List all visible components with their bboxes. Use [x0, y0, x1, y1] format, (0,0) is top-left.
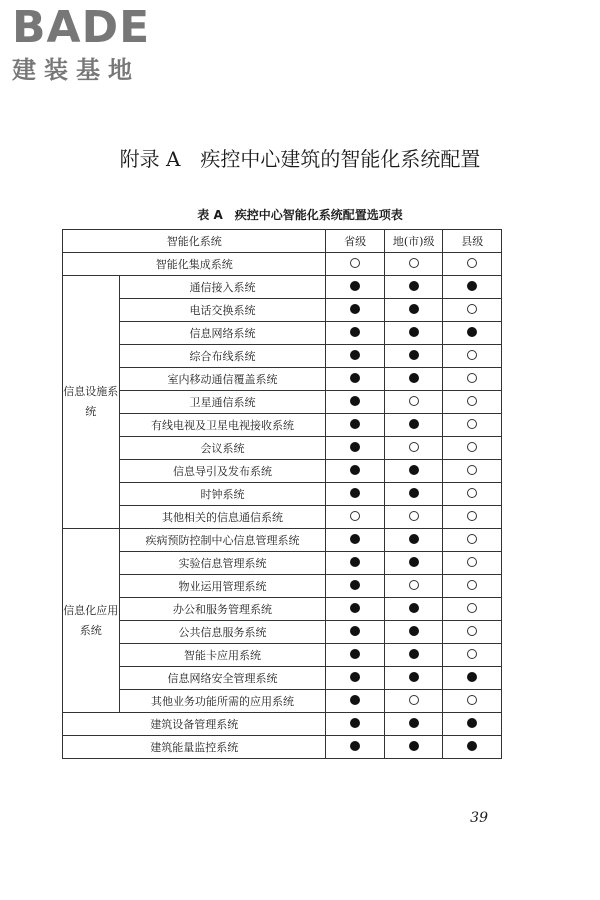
- filled-circle-icon: [409, 327, 419, 337]
- filled-circle-icon: [409, 350, 419, 360]
- table-row: [63, 690, 502, 713]
- config-cell: [326, 621, 384, 644]
- config-cell: [443, 575, 502, 598]
- config-cell: [326, 414, 384, 437]
- config-cell: [384, 598, 443, 621]
- hollow-circle-icon: [467, 557, 477, 567]
- config-cell: [443, 368, 502, 391]
- table-row: [63, 437, 502, 460]
- hollow-circle-icon: [467, 350, 477, 360]
- bade-logo: [12, 2, 182, 84]
- config-cell: [326, 667, 384, 690]
- config-cell: [384, 552, 443, 575]
- filled-circle-icon: [409, 534, 419, 544]
- table-row: [63, 506, 502, 529]
- hollow-circle-icon: [467, 465, 477, 475]
- filled-circle-icon: [467, 718, 477, 728]
- config-cell: [384, 644, 443, 667]
- table-row: [63, 529, 502, 552]
- system-label: 办公和服务管理系统: [119, 598, 326, 621]
- filled-circle-icon: [409, 626, 419, 636]
- system-label: 疾病预防控制中心信息管理系统: [119, 529, 326, 552]
- table-row: [63, 368, 502, 391]
- filled-circle-icon: [409, 603, 419, 613]
- filled-circle-icon: [409, 557, 419, 567]
- table-header-row: [63, 230, 502, 253]
- table-caption: 表 A 疾控中心智能化系统配置选项表: [197, 208, 403, 222]
- config-cell: [443, 414, 502, 437]
- hollow-circle-icon: [409, 695, 419, 705]
- table-row: [63, 667, 502, 690]
- hollow-circle-icon: [409, 511, 419, 521]
- config-cell: [443, 299, 502, 322]
- system-label: 建筑设备管理系统: [63, 713, 326, 736]
- config-cell: [326, 506, 384, 529]
- config-cell: [443, 713, 502, 736]
- config-cell: [384, 575, 443, 598]
- system-label: 通信接入系统: [119, 276, 326, 299]
- filled-circle-icon: [350, 373, 360, 383]
- hollow-circle-icon: [409, 258, 419, 268]
- table-row: [63, 644, 502, 667]
- hollow-circle-icon: [467, 580, 477, 590]
- table-row: [63, 552, 502, 575]
- filled-circle-icon: [350, 396, 360, 406]
- hollow-circle-icon: [467, 304, 477, 314]
- config-cell: [384, 414, 443, 437]
- filled-circle-icon: [350, 419, 360, 429]
- hollow-circle-icon: [467, 488, 477, 498]
- config-cell: [326, 322, 384, 345]
- hollow-circle-icon: [467, 695, 477, 705]
- filled-circle-icon: [350, 672, 360, 682]
- filled-circle-icon: [467, 741, 477, 751]
- hollow-circle-icon: [409, 442, 419, 452]
- system-label: 有线电视及卫星电视接收系统: [119, 414, 326, 437]
- config-cell: [326, 345, 384, 368]
- config-cell: [326, 391, 384, 414]
- column-header: 地(市)级: [384, 230, 443, 253]
- hollow-circle-icon: [467, 258, 477, 268]
- config-cell: [384, 368, 443, 391]
- filled-circle-icon: [350, 281, 360, 291]
- filled-circle-icon: [350, 580, 360, 590]
- config-cell: [326, 276, 384, 299]
- filled-circle-icon: [350, 465, 360, 475]
- config-cell: [443, 276, 502, 299]
- config-cell: [326, 644, 384, 667]
- hollow-circle-icon: [409, 580, 419, 590]
- config-cell: [384, 345, 443, 368]
- filled-circle-icon: [467, 672, 477, 682]
- filled-circle-icon: [467, 281, 477, 291]
- config-cell: [384, 253, 443, 276]
- filled-circle-icon: [350, 442, 360, 452]
- config-cell: [384, 299, 443, 322]
- config-cell: [326, 598, 384, 621]
- system-label: 其他业务功能所需的应用系统: [119, 690, 326, 713]
- column-header: 省级: [326, 230, 384, 253]
- filled-circle-icon: [409, 304, 419, 314]
- system-label: 时钟系统: [119, 483, 326, 506]
- table-row: [63, 276, 502, 299]
- hollow-circle-icon: [467, 396, 477, 406]
- system-label: 信息导引及发布系统: [119, 460, 326, 483]
- hollow-circle-icon: [350, 258, 360, 268]
- table-row: [63, 460, 502, 483]
- config-cell: [443, 644, 502, 667]
- logo-subtitle: 建装基地: [12, 56, 140, 84]
- hollow-circle-icon: [467, 534, 477, 544]
- filled-circle-icon: [409, 465, 419, 475]
- config-cell: [384, 736, 443, 759]
- config-cell: [443, 483, 502, 506]
- group-label: 信息化应用系统: [63, 529, 120, 713]
- system-label: 公共信息服务系统: [119, 621, 326, 644]
- config-cell: [326, 736, 384, 759]
- config-cell: [384, 322, 443, 345]
- config-cell: [326, 460, 384, 483]
- filled-circle-icon: [409, 419, 419, 429]
- hollow-circle-icon: [467, 419, 477, 429]
- config-cell: [443, 529, 502, 552]
- config-cell: [326, 552, 384, 575]
- config-cell: [384, 621, 443, 644]
- system-label: 智能卡应用系统: [119, 644, 326, 667]
- logo-brand: BADE: [12, 2, 151, 53]
- system-label: 物业运用管理系统: [119, 575, 326, 598]
- filled-circle-icon: [350, 718, 360, 728]
- config-cell: [326, 253, 384, 276]
- system-label: 综合布线系统: [119, 345, 326, 368]
- hollow-circle-icon: [467, 442, 477, 452]
- config-cell: [443, 345, 502, 368]
- filled-circle-icon: [350, 488, 360, 498]
- page-number: 39: [470, 810, 488, 826]
- system-label: 信息网络系统: [119, 322, 326, 345]
- hollow-circle-icon: [350, 511, 360, 521]
- table-row: [63, 713, 502, 736]
- config-cell: [384, 529, 443, 552]
- config-cell: [326, 437, 384, 460]
- table-row: [63, 414, 502, 437]
- filled-circle-icon: [350, 350, 360, 360]
- table-row: [63, 598, 502, 621]
- system-label: 智能化集成系统: [63, 253, 326, 276]
- table-row: [63, 483, 502, 506]
- filled-circle-icon: [409, 488, 419, 498]
- hollow-circle-icon: [467, 626, 477, 636]
- config-cell: [443, 506, 502, 529]
- config-cell: [443, 437, 502, 460]
- config-table: [62, 229, 502, 759]
- filled-circle-icon: [467, 327, 477, 337]
- config-cell: [326, 575, 384, 598]
- config-cell: [326, 690, 384, 713]
- filled-circle-icon: [409, 718, 419, 728]
- system-label: 卫星通信系统: [119, 391, 326, 414]
- system-label: 会议系统: [119, 437, 326, 460]
- filled-circle-icon: [409, 281, 419, 291]
- config-cell: [326, 299, 384, 322]
- config-cell: [384, 276, 443, 299]
- config-cell: [443, 621, 502, 644]
- config-cell: [443, 322, 502, 345]
- filled-circle-icon: [350, 741, 360, 751]
- config-cell: [384, 667, 443, 690]
- config-cell: [443, 690, 502, 713]
- config-cell: [384, 713, 443, 736]
- hollow-circle-icon: [467, 649, 477, 659]
- table-row: [63, 299, 502, 322]
- config-cell: [326, 529, 384, 552]
- system-label: 其他相关的信息通信系统: [119, 506, 326, 529]
- config-cell: [443, 667, 502, 690]
- hollow-circle-icon: [409, 396, 419, 406]
- config-cell: [443, 460, 502, 483]
- config-cell: [443, 552, 502, 575]
- hollow-circle-icon: [467, 603, 477, 613]
- table-row: [63, 736, 502, 759]
- table-row: [63, 391, 502, 414]
- config-cell: [443, 253, 502, 276]
- filled-circle-icon: [350, 695, 360, 705]
- filled-circle-icon: [409, 649, 419, 659]
- appendix-heading: 附录 A 疾控中心建筑的智能化系统配置: [119, 147, 481, 171]
- hollow-circle-icon: [467, 511, 477, 521]
- filled-circle-icon: [350, 304, 360, 314]
- table-row: [63, 575, 502, 598]
- config-cell: [384, 391, 443, 414]
- filled-circle-icon: [350, 534, 360, 544]
- column-header: 县级: [443, 230, 502, 253]
- config-cell: [443, 391, 502, 414]
- filled-circle-icon: [350, 626, 360, 636]
- config-cell: [384, 506, 443, 529]
- table-row: [63, 322, 502, 345]
- config-cell: [384, 460, 443, 483]
- filled-circle-icon: [409, 373, 419, 383]
- system-label: 实验信息管理系统: [119, 552, 326, 575]
- table-row: [63, 253, 502, 276]
- column-header: 智能化系统: [63, 230, 326, 253]
- config-cell: [326, 713, 384, 736]
- config-cell: [384, 690, 443, 713]
- config-cell: [384, 437, 443, 460]
- table-row: [63, 621, 502, 644]
- config-cell: [443, 736, 502, 759]
- config-cell: [326, 368, 384, 391]
- table-row: [63, 345, 502, 368]
- config-cell: [384, 483, 443, 506]
- config-cell: [326, 483, 384, 506]
- config-cell: [443, 598, 502, 621]
- filled-circle-icon: [409, 672, 419, 682]
- filled-circle-icon: [350, 649, 360, 659]
- group-label: 信息设施系统: [63, 276, 120, 529]
- system-label: 建筑能量监控系统: [63, 736, 326, 759]
- filled-circle-icon: [409, 741, 419, 751]
- system-label: 信息网络安全管理系统: [119, 667, 326, 690]
- filled-circle-icon: [350, 557, 360, 567]
- system-label: 室内移动通信覆盖系统: [119, 368, 326, 391]
- system-label: 电话交换系统: [119, 299, 326, 322]
- filled-circle-icon: [350, 603, 360, 613]
- filled-circle-icon: [350, 327, 360, 337]
- hollow-circle-icon: [467, 373, 477, 383]
